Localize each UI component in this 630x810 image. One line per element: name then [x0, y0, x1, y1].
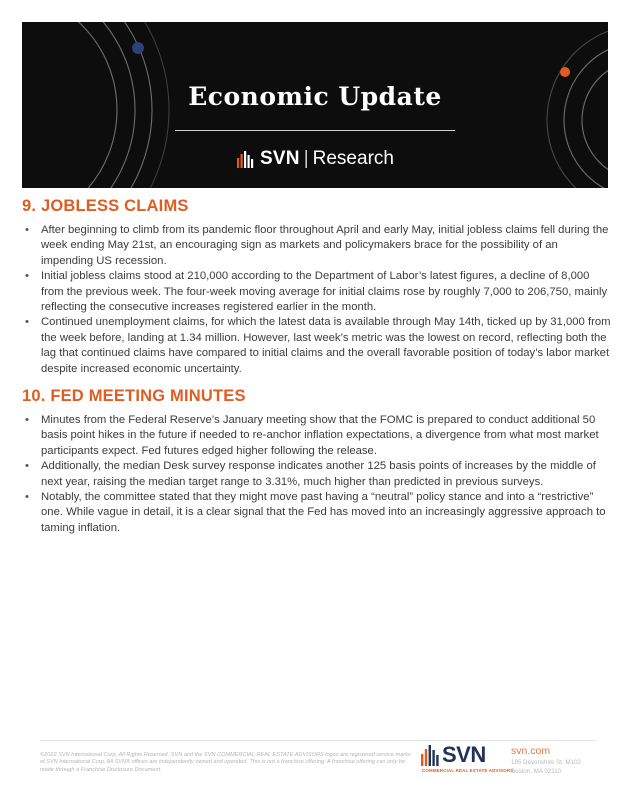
- brand-separator: |: [303, 148, 309, 169]
- list-item: • After beginning to climb from its pandemic floor throughout April and early May, initial jobless claims fell during the week ending May 21st, an encouraging sign as markets and policymakers brace for the possibility of an impending US recession.: [25, 224, 609, 267]
- footer-divider: [40, 740, 596, 741]
- footer-logo: [420, 742, 514, 786]
- list-item: • Initial jobless claims stood at 210,000 according to the Department of Labor’s latest figures, a decline of 8,000 from the previous week. The four-week moving average for initial claims rose by roughly 7,000 to 206,750, mainly reflecting the consecutive increases registered earlier in the month.: [25, 270, 608, 314]
- list-item: • Additionally, the median Desk survey response indicates another 125 basis points of increases by the middle of next year, raising the median target range to 3.31%, much higher than predicted in previous surveys.: [25, 460, 596, 488]
- bullet-icon: •: [25, 460, 29, 473]
- legal-disclaimer: ©2022 SVN International Corp. All Rights Reserved. SVN and the SVN COMMERCIAL REAL ESTATE ADVISORS logos are registered service marks of SVN International Corp. All SVN® offices are independently owned and operated. This is not a franchise offering. A franchise offering can only be made through a Franchise Disclosure Document.: [40, 752, 411, 773]
- svn-bars-icon: [420, 744, 440, 766]
- svn-bars-icon: [236, 150, 256, 168]
- orange-dot-icon: [560, 67, 570, 77]
- section-fed-meeting-minutes: [22, 387, 612, 536]
- title-divider: [175, 130, 455, 131]
- website-link[interactable]: svn.com: [511, 745, 551, 757]
- list-item: • Notably, the committee stated that they might move past having a “neutral” policy stance and into a “restrictive” one. While vague in detail, it is a clear signal that the Fed has moved into an increasingly aggressive approach to taming inflation.: [25, 491, 606, 534]
- bullet-icon: •: [25, 316, 29, 329]
- bullet-icon: •: [25, 270, 29, 283]
- bullet-list: [22, 413, 612, 536]
- bullet-list: [22, 223, 612, 377]
- navy-dot-icon: [132, 42, 144, 54]
- section-jobless-claims: [22, 197, 612, 377]
- address-line: 185 Devonshire St. M102: [511, 759, 581, 766]
- page-title: Economic Update: [188, 82, 442, 111]
- brand-lockup: [22, 148, 608, 170]
- bullet-icon: •: [25, 491, 29, 504]
- footer-logo-tagline: COMMERCIAL REAL ESTATE ADVISORS: [422, 768, 514, 773]
- brand-name: SVN: [260, 148, 300, 169]
- section-heading: 10. FED MEETING MINUTES: [22, 387, 246, 405]
- bullet-icon: •: [25, 414, 29, 426]
- header-banner: [22, 22, 608, 188]
- footer-logo-name: SVN: [442, 742, 486, 767]
- address-line: Boston, MA 02110: [511, 768, 562, 775]
- section-heading: 9. JOBLESS CLAIMS: [22, 197, 189, 215]
- list-item: • Continued unemployment claims, for which the latest data is available through May 14th, ticked up by 31,000 from the week before, landing at 1.34 million. However, last week’s metric was the lowest on record, reflecting both the lag that continued claims have compared to initial claims and the overall favorable position of today’s labor market despite increased economic uncertainty.: [25, 316, 611, 375]
- list-item: • Minutes from the Federal Reserve’s January meeting show that the FOMC is prepared to conduct additional 50 basis point hikes in the future if needed to re-anchor inflation expectations, a divergence from what most market participants expect. Fed futures edged higher following the release.: [25, 414, 599, 457]
- bullet-icon: •: [25, 224, 29, 236]
- footer-contact: [511, 745, 581, 776]
- brand-unit: Research: [312, 148, 394, 169]
